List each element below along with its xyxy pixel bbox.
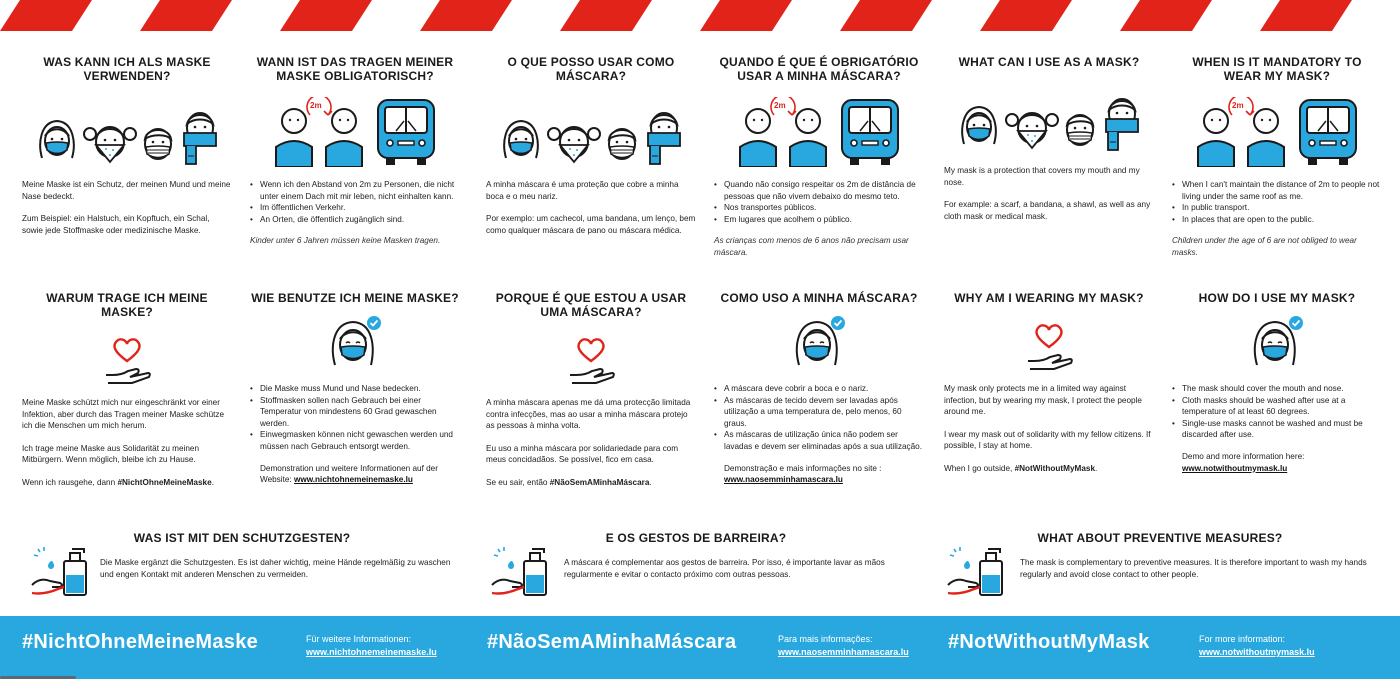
boy-mask-icon [602,117,642,167]
en-q3-title: WHY AM I WEARING MY MASK? [954,291,1144,305]
pt-q3-p3 [486,477,696,489]
man-scarf-icon [642,105,686,167]
de-q4-title: WIE BENUTZE ICH MEINE MASKE? [251,291,459,305]
de-q4-icons [250,317,460,371]
de-q4-demo [250,463,460,486]
en-q4-title: HOW DO I USE MY MASK? [1198,291,1356,305]
distance-badge: 2m [774,101,786,110]
en-q1-p1: My mask is a protection that covers my mouth and my nose. [944,166,1140,187]
pt-q5-title: E OS GESTOS DE BARREIRA? [605,531,787,545]
handwash-icon [490,543,556,599]
footer-bar [0,616,1400,679]
de-q3-p1: Meine Maske schützt mich nur eingeschränkt vor einer Infektion, aber durch das Tragen meiner Maske schütze ich die Menschen um mich herum. [22,398,225,431]
en-q2-block [1172,55,1382,259]
en-q2-note: Children under the age of 6 are not obliged to wear masks. [1172,236,1357,257]
en-q2-bullet: • In places that are open to the public. [1172,214,1382,226]
de-q4-bullet: • Die Maske muss Mund und Nase bedecken. [250,383,460,395]
en-q3-p3-lead: When I go outside, [944,463,1013,473]
pt-q2-bullet: • Em lugares que acolhem o público. [714,214,924,226]
woman-mask-icon [954,97,1004,153]
de-q3-p3-end: . [211,477,214,487]
pt-footer-info-label: Para mais informações: [778,634,873,644]
pt-q3-text [486,397,696,489]
pt-q4-bullet: • As máscaras de utilização única não podem ser lavadas e devem ser eliminadas após a sua utilização. [714,429,924,452]
en-q3-p1: My mask only protects me in a limited way against infection, but by wearing my mask, I protect the people around me. [944,384,1142,417]
handwash-icon [946,543,1012,599]
pt-q3-p3-end: . [649,477,652,487]
pt-q4-bullet: • A máscara deve cobrir a boca e o nariz. [714,383,924,395]
en-q4-text [1172,383,1382,474]
girl-bandana-icon [1004,101,1060,153]
pt-hashtag-inline: #NãoSemAMinhaMáscara [549,477,650,487]
pt-q1-block [486,55,696,247]
de-q2-block [250,55,460,247]
pt-q2-block [714,55,924,259]
de-q3-title: WARUM TRAGE ICH MEINE MASKE? [46,291,208,319]
pt-q4-bullet: • As máscaras de tecido devem ser lavadas após utilização a uma temperatura de, pelo menos, 60 graus. [714,395,924,430]
de-q5-text: Die Maske ergänzt die Schutzgesten. Es ist daher wichtig, meine Hände regelmäßig zu waschen und engen Kontakt mit anderen Menschen zu vermeiden. [100,558,451,579]
en-q4-bullet: • Cloth masks should be washed after use at a temperature of at least 60 degrees. [1172,395,1382,418]
heart-hand-icon [1024,321,1074,371]
boy-mask-icon [1060,103,1100,153]
hazard-stripes-graphic [0,0,1400,31]
distance-illustration [736,97,832,167]
de-footer-hashtag: #NichtOhneMeineMaske [22,631,259,653]
pt-q2-title: QUANDO É QUE É OBRIGATÓRIO USAR A MINHA MÁSCARA? [719,55,919,83]
de-q1-icons [22,97,232,167]
en-footer-info [1199,633,1315,659]
pt-q2-icons [714,97,924,167]
de-q4-bullet: • Stoffmasken sollen nach Gebrauch bei einer Temperatur von mindestens 60 Grad gewaschen werden. [250,395,460,430]
woman-mask-icon [496,111,546,167]
en-q3-text [944,383,1154,475]
en-q1-title: WHAT CAN I USE AS A MASK? [958,55,1140,69]
en-q4-icons [1172,317,1382,371]
en-hashtag-inline: #NotWithoutMyMask [1014,463,1095,473]
pt-q3-p2: Eu uso a minha máscara por solidariedade para com meus concidadãos. Se possível, fico em casa. [486,443,679,465]
de-q4-demo-text: Demonstration und weitere Informationen auf der Website: [260,463,438,485]
de-q2-note: Kinder unter 6 Jahren müssen keine Masken tragen. [250,236,441,246]
de-q2-title: WANN IST DAS TRAGEN MEINER MASKE OBLIGATORISCH? [256,55,454,83]
boy-mask-icon [138,117,178,167]
de-q3-p3 [22,477,232,489]
pt-q4-demo [714,463,924,486]
de-q2-text [250,179,460,247]
de-q4-text [250,383,460,486]
de-q4-block [250,291,460,486]
de-footer-info-label: Für weitere Informationen: [306,634,412,644]
pt-q1-icons [486,97,696,167]
en-q1-block [944,55,1154,233]
woman-mask-icon [32,111,82,167]
en-footer-hashtag: #NotWithoutMyMask [948,631,1150,653]
en-q4-demo-text: Demo and more information here: [1182,451,1305,461]
pt-q4-block [714,291,924,486]
girl-bandana-icon [82,115,138,167]
en-q5-text: The mask is complementary to preventive measures. It is therefore important to wash my hands regularly and avoid close contact to other people. [1020,558,1367,579]
pt-q5-text: A máscara é complementar aos gestos de barreira. Por isso, é importante lavar as mãos regularmente e evitar o contacto próximo com outras pessoas. [564,558,885,579]
pt-q1-text [486,179,696,236]
pt-q1-title: O QUE POSSO USAR COMO MÁSCARA? [507,55,675,83]
distance-badge: 2m [1232,101,1244,110]
pt-q3-block [486,291,696,500]
de-q1-p2: Zum Beispiel: ein Halstuch, ein Kopftuch, ein Schal, sowie jede Stoffmaske oder medizinische Maske. [22,214,210,235]
distance-badge: 2m [310,101,322,110]
pt-q2-text [714,179,924,259]
handwash-icon [30,543,96,599]
pt-q3-p3-lead: Se eu sair, então [486,477,548,487]
man-scarf-icon [1100,91,1144,153]
en-q4-demo [1172,451,1382,474]
de-q1-p1: Meine Maske ist ein Schutz, der meinen Mund und meine Nase bedeckt. [22,180,231,201]
pt-q3-icons [486,331,696,385]
woman-mask-check-icon [791,315,847,371]
pt-q2-bullet: • Nos transportes públicos. [714,202,924,214]
pt-q1-p2: Por exemplo: um cachecol, uma bandana, um lenço, bem como qualquer máscara de pano ou máscara médica. [486,214,696,235]
distance-illustration [1194,97,1290,167]
de-q3-icons [22,331,232,385]
pt-q3-p1: A minha máscara apenas me dá uma protecção limitada contra infecções, mas ao usar a minha máscara protejo as pessoas à minha volta. [486,398,691,431]
de-q3-p2: Ich trage meine Maske aus Solidarität zu meinen Mitbürgern. Wenn möglich, bleibe ich zu Hause. [22,443,200,465]
pt-q4-icons [714,317,924,371]
en-q1-p2: For example: a scarf, a bandana, a shawl, as well as any cloth mask or medical mask. [944,200,1151,221]
en-q3-block [944,291,1154,486]
en-q1-icons [944,83,1154,153]
bus-icon [838,97,902,167]
en-q5-title: WHAT ABOUT PREVENTIVE MEASURES? [1037,531,1283,545]
girl-bandana-icon [546,115,602,167]
en-q1-text [944,165,1154,222]
en-q2-bullet: • When I can't maintain the distance of 2m to people not living under the same roof as me. [1172,179,1382,202]
en-q2-icons [1172,97,1382,167]
pt-footer-info [778,633,909,659]
bus-icon [374,97,438,167]
de-q1-title: WAS KANN ICH ALS MASKE VERWENDEN? [43,55,211,83]
en-footer-info-label: For more information: [1199,634,1286,644]
pt-q4-website-link[interactable]: www.naosemminhamascara.lu [724,475,843,485]
pt-q2-bullet: • Quando não consigo respeitar os 2m de distância de pessoas que não vivem debaixo do mesmo teto. [714,179,924,202]
en-q4-website-link[interactable]: www.notwithoutmymask.lu [1182,463,1288,473]
de-footer-info [306,633,437,659]
top-stripe-bar [0,0,1400,31]
en-q3-p3-end: . [1095,463,1098,473]
en-footer-link[interactable]: www.notwithoutmymask.lu [1199,647,1315,657]
pt-q4-title: COMO USO A MINHA MÁSCARA? [720,291,918,305]
distance-illustration [272,97,368,167]
en-q4-bullet: • Single-use masks cannot be washed and must be discarded after use. [1172,418,1382,441]
woman-mask-check-icon [1249,315,1305,371]
de-q1-text [22,179,232,236]
de-hashtag-inline: #NichtOhneMeineMaske [117,477,212,487]
de-q1-block [22,55,232,247]
pt-footer-link[interactable]: www.naosemminhamascara.lu [778,647,909,657]
de-q2-bullet: • An Orten, die öffentlich zugänglich sind. [250,214,460,226]
de-q3-p3-lead: Wenn ich rausgehe, dann [22,477,116,487]
de-q2-icons [250,97,460,167]
man-scarf-icon [178,105,222,167]
heart-hand-icon [102,335,152,385]
de-q3-text [22,397,232,489]
heart-hand-icon [566,335,616,385]
en-q3-p3 [944,463,1154,475]
pt-q1-p1: A minha máscara é uma proteção que cobre a minha boca e o meu nariz. [486,180,679,201]
pt-footer-hashtag: #NãoSemAMinhaMáscara [487,631,737,653]
en-q4-bullet: • The mask should cover the mouth and nose. [1172,383,1382,395]
de-q2-bullet: • Im öffentlichen Verkehr. [250,202,460,214]
en-q2-bullet: • In public transport. [1172,202,1382,214]
bus-icon [1296,97,1360,167]
pt-q4-demo-text: Demonstração e mais informações no site : [724,463,882,473]
en-q4-block [1172,291,1382,474]
woman-mask-check-icon [327,315,383,371]
en-q3-icons [944,317,1154,371]
en-q2-text [1172,179,1382,259]
en-q2-title: WHEN IS IT MANDATORY TO WEAR MY MASK? [1192,55,1362,83]
pt-q4-text [714,383,924,486]
de-q5-title: WAS IST MIT DEN SCHUTZGESTEN? [133,531,351,545]
de-q4-website-link[interactable]: www.nichtohnemeinemaske.lu [293,475,413,485]
de-q3-block [22,291,232,500]
pt-q2-note: As crianças com menos de 6 anos não precisam usar máscara. [714,236,909,257]
de-footer-link[interactable]: www.nichtohnemeinemaske.lu [306,647,437,657]
pt-q3-title: PORQUE É QUE ESTOU A USAR UMA MÁSCARA? [495,291,687,319]
de-q4-bullet: • Einwegmasken können nicht gewaschen werden und müssen nach Gebrauch entsorgt werden. [250,429,460,452]
de-q2-bullet: • Wenn ich den Abstand von 2m zu Personen, die nicht unter einem Dach mit mir leben, nicht einhalten kann. [250,179,460,202]
en-q3-p2: I wear my mask out of solidarity with my fellow citizens. If possible, I stay at home. [944,429,1151,451]
